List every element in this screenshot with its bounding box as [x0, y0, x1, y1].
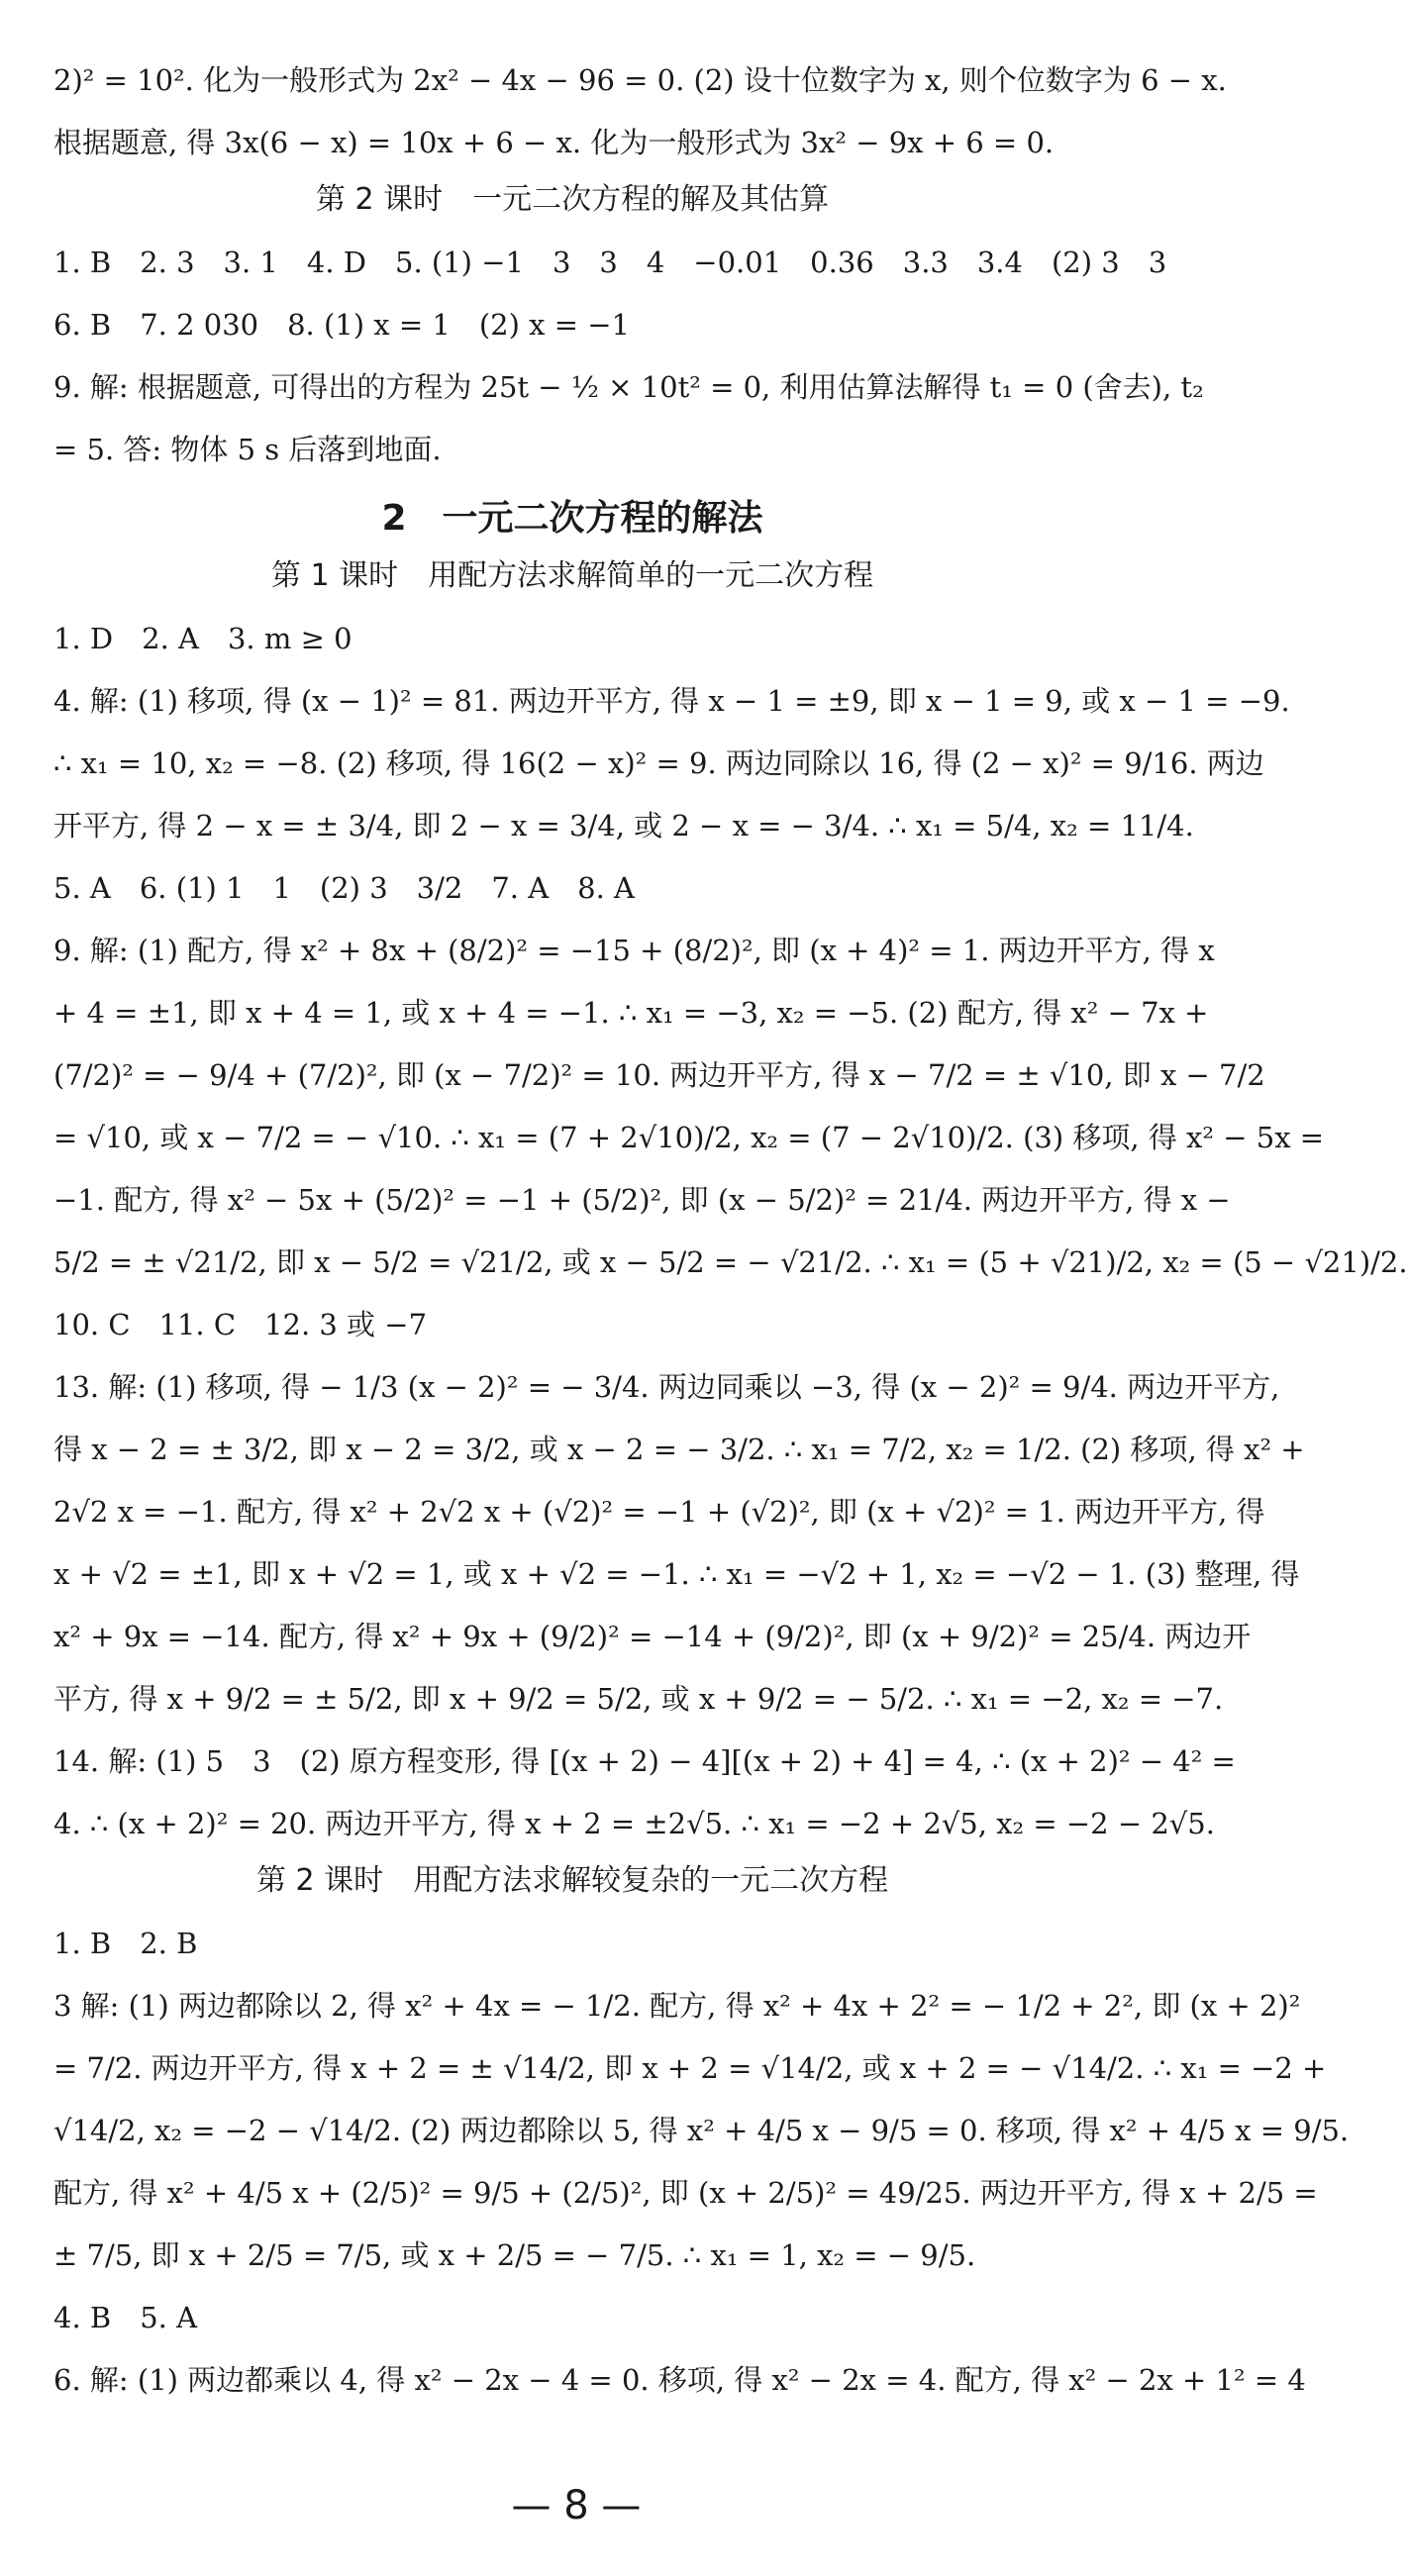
text-line: 平方, 得 x + 9/2 = ± 5/2, 即 x + 9/2 = 5/2, 或 x + 9/2 = − 5/2. ∴ x₁ = −2, x₂ = −7. — [53, 1682, 1224, 1716]
text-line: 9. 解: (1) 配方, 得 x² + 8x + (8/2)² = −15 + (8/2)², 即 (x + 4)² = 1. 两边开平方, 得 x — [53, 934, 1215, 967]
text-line: = √10, 或 x − 7/2 = − √10. ∴ x₁ = (7 + 2√10)/2, x₂ = (7 − 2√10)/2. (3) 移项, 得 x² − 5x = — [53, 1121, 1325, 1154]
chapter-heading: 2 一元二次方程的解法 — [381, 498, 763, 539]
text-line: 9. 解: 根据题意, 可得出的方程为 25t − ½ × 10t² = 0, 利用估算法解得 t₁ = 0 (舍去), t₂ — [53, 370, 1204, 404]
text-line: (7/2)² = − 9/4 + (7/2)², 即 (x − 7/2)² = 10. 两边开平方, 得 x − 7/2 = ± √10, 即 x − 7/2 — [53, 1058, 1265, 1092]
text-line: 根据题意, 得 3x(6 − x) = 10x + 6 − x. 化为一般形式为 3x² − 9x + 6 = 0. — [53, 126, 1055, 159]
answer-line: 6. B 7. 2 030 8. (1) x = 1 (2) x = −1 — [53, 308, 630, 342]
text-line: 3 解: (1) 两边都除以 2, 得 x² + 4x = − 1/2. 配方, 得 x² + 4x + 2² = − 1/2 + 2², 即 (x + 2)² — [53, 1989, 1301, 2023]
text-line: x² + 9x = −14. 配方, 得 x² + 9x + (9/2)² = −14 + (9/2)², 即 (x + 9/2)² = 25/4. 两边开 — [53, 1620, 1252, 1653]
text-line: 14. 解: (1) 5 3 (2) 原方程变形, 得 [(x + 2) − 4][(x + 2) + 4] = 4, ∴ (x + 2)² − 4² = — [53, 1744, 1236, 1778]
section-heading: 第 2 课时 用配方法求解较复杂的一元二次方程 — [255, 1863, 889, 1898]
text-line: + 4 = ±1, 即 x + 4 = 1, 或 x + 4 = −1. ∴ x₁ = −3, x₂ = −5. (2) 配方, 得 x² − 7x + — [53, 996, 1209, 1030]
text-line: 开平方, 得 2 − x = ± 3/4, 即 2 − x = 3/4, 或 2 − x = − 3/4. ∴ x₁ = 5/4, x₂ = 11/4. — [53, 809, 1194, 842]
answer-line: 1. B 2. B — [53, 1927, 198, 1960]
text-line: 配方, 得 x² + 4/5 x + (2/5)² = 9/5 + (2/5)², 即 (x + 2/5)² = 49/25. 两边开平方, 得 x + 2/5 = — [53, 2176, 1318, 2210]
text-line: ± 7/5, 即 x + 2/5 = 7/5, 或 x + 2/5 = − 7/5. ∴ x₁ = 1, x₂ = − 9/5. — [53, 2238, 976, 2272]
text-line: 2√2 x = −1. 配方, 得 x² + 2√2 x + (√2)² = −1 + (√2)², 即 (x + √2)² = 1. 两边开平方, 得 — [53, 1495, 1265, 1529]
text-line: 2)² = 10². 化为一般形式为 2x² − 4x − 96 = 0. (2) 设十位数字为 x, 则个位数字为 6 − x. — [53, 63, 1227, 97]
page-number: — 8 — — [511, 2483, 642, 2528]
text-line: ∴ x₁ = 10, x₂ = −8. (2) 移项, 得 16(2 − x)² = 9. 两边同除以 16, 得 (2 − x)² = 9/16. 两边 — [53, 746, 1264, 780]
section-heading: 第 2 课时 一元二次方程的解及其估算 — [315, 182, 830, 217]
text-line: = 7/2. 两边开平方, 得 x + 2 = ± √14/2, 即 x + 2 = √14/2, 或 x + 2 = − √14/2. ∴ x₁ = −2 + — [53, 2051, 1327, 2085]
text-line: √14/2, x₂ = −2 − √14/2. (2) 两边都除以 5, 得 x² + 4/5 x − 9/5 = 0. 移项, 得 x² + 4/5 x = 9/5. — [53, 2114, 1350, 2147]
text-line: −1. 配方, 得 x² − 5x + (5/2)² = −1 + (5/2)², 即 (x − 5/2)² = 21/4. 两边开平方, 得 x − — [53, 1183, 1231, 1217]
answer-page — [0, 57, 1408, 2576]
text-line: x + √2 = ±1, 即 x + √2 = 1, 或 x + √2 = −1. ∴ x₁ = −√2 + 1, x₂ = −√2 − 1. (3) 整理, 得 — [53, 1557, 1300, 1591]
answer-line: 4. B 5. A — [53, 2301, 198, 2334]
answer-line: 1. B 2. 3 3. 1 4. D 5. (1) −1 3 3 4 −0.01 0.36 3.3 3.4 (2) 3 3 — [53, 246, 1167, 279]
section-heading: 第 1 课时 用配方法求解简单的一元二次方程 — [270, 558, 874, 593]
text-line: 得 x − 2 = ± 3/2, 即 x − 2 = 3/2, 或 x − 2 = − 3/2. ∴ x₁ = 7/2, x₂ = 1/2. (2) 移项, 得 x² + — [53, 1433, 1305, 1466]
answer-line: 5. A 6. (1) 1 1 (2) 3 3/2 7. A 8. A — [53, 871, 635, 905]
text-line: 4. ∴ (x + 2)² = 20. 两边开平方, 得 x + 2 = ±2√5. ∴ x₁ = −2 + 2√5, x₂ = −2 − 2√5. — [53, 1807, 1215, 1840]
text-line: 5/2 = ± √21/2, 即 x − 5/2 = √21/2, 或 x − 5/2 = − √21/2. ∴ x₁ = (5 + √21)/2, x₂ = (5 − √21)/2. — [53, 1245, 1408, 1279]
answer-line: 10. C 11. C 12. 3 或 −7 — [53, 1308, 428, 1341]
text-line: = 5. 答: 物体 5 s 后落到地面. — [53, 433, 442, 466]
text-line: 6. 解: (1) 两边都乘以 4, 得 x² − 2x − 4 = 0. 移项, 得 x² − 2x = 4. 配方, 得 x² − 2x + 1² = 4 — [53, 2363, 1306, 2397]
text-line: 13. 解: (1) 移项, 得 − 1/3 (x − 2)² = − 3/4. 两边同乘以 −3, 得 (x − 2)² = 9/4. 两边开平方, — [53, 1370, 1280, 1404]
answer-line: 1. D 2. A 3. m ≥ 0 — [53, 622, 352, 655]
text-line: 4. 解: (1) 移项, 得 (x − 1)² = 81. 两边开平方, 得 x − 1 = ±9, 即 x − 1 = 9, 或 x − 1 = −9. — [53, 684, 1290, 718]
